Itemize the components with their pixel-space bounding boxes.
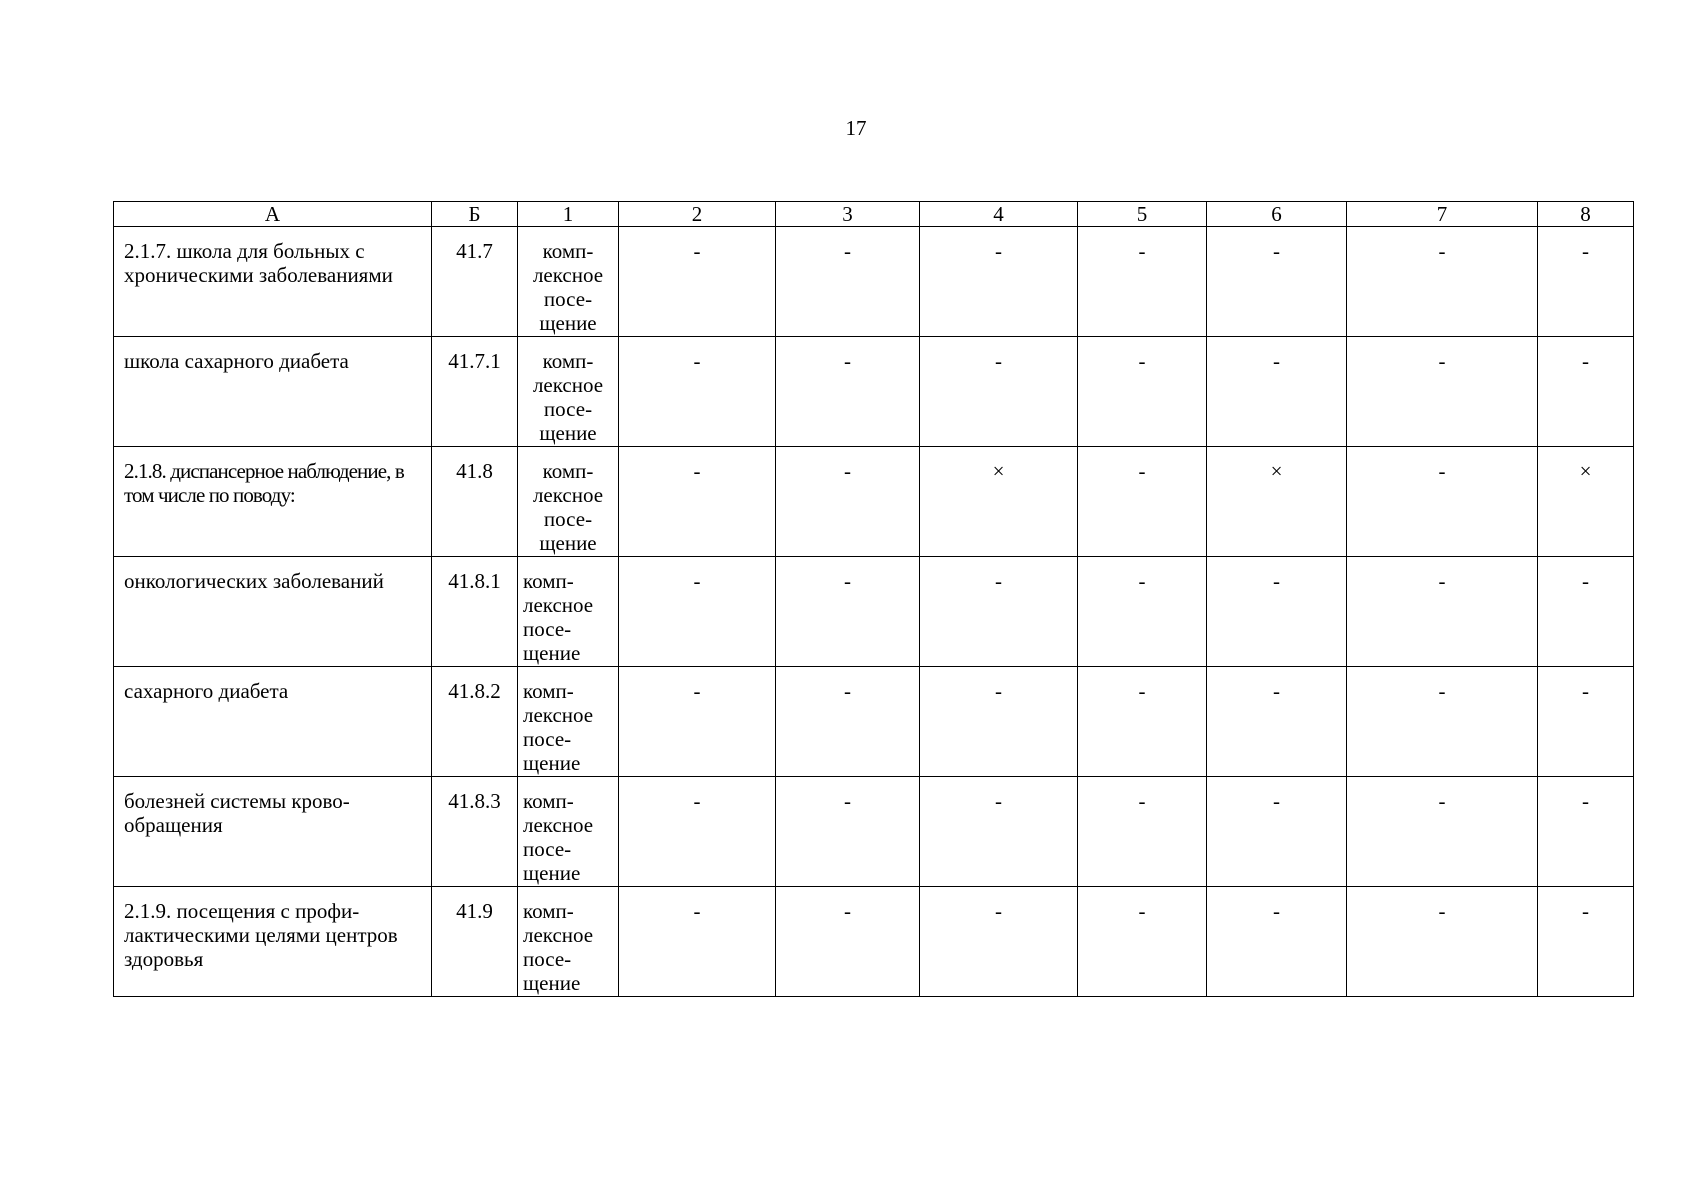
table-row xyxy=(114,227,1634,337)
row-unit: комп- лексное посе- щение xyxy=(518,447,619,557)
row-value-col-6: - xyxy=(1207,777,1347,887)
column-header-4: 3 xyxy=(776,202,920,227)
row-value-col-5: - xyxy=(1078,887,1207,997)
row-code: 41.7 xyxy=(432,227,518,337)
row-value-col-6: - xyxy=(1207,227,1347,337)
row-value-col-6: - xyxy=(1207,667,1347,777)
row-value-col-2: - xyxy=(619,777,776,887)
row-value-col-3: - xyxy=(776,337,920,447)
row-value-col-5: - xyxy=(1078,557,1207,667)
column-header-2: 1 xyxy=(518,202,619,227)
row-value-col-7: - xyxy=(1347,227,1538,337)
table-row xyxy=(114,557,1634,667)
row-value-col-4: - xyxy=(920,227,1078,337)
column-header-1: Б xyxy=(432,202,518,227)
row-unit: комп- лексное посе- щение xyxy=(518,337,619,447)
row-value-col-8: × xyxy=(1538,447,1634,557)
row-value-col-8: - xyxy=(1538,887,1634,997)
row-value-col-2: - xyxy=(619,887,776,997)
row-value-col-4: - xyxy=(920,667,1078,777)
row-code: 41.8.2 xyxy=(432,667,518,777)
row-name: школа сахарного диабета xyxy=(114,337,432,447)
table-row xyxy=(114,667,1634,777)
row-unit: комп- лексное посе- щение xyxy=(518,887,619,997)
row-value-col-7: - xyxy=(1347,557,1538,667)
row-value-col-7: - xyxy=(1347,887,1538,997)
row-name: 2.1.9. посещения с профи-лактическими целями центров здоровья xyxy=(114,887,432,997)
column-header-7: 6 xyxy=(1207,202,1347,227)
row-name: сахарного диабета xyxy=(114,667,432,777)
table-row xyxy=(114,447,1634,557)
row-value-col-7: - xyxy=(1347,667,1538,777)
row-value-col-8: - xyxy=(1538,667,1634,777)
row-value-col-3: - xyxy=(776,227,920,337)
data-table xyxy=(113,201,1634,997)
row-unit: комп- лексное посе- щение xyxy=(518,227,619,337)
row-value-col-6: - xyxy=(1207,887,1347,997)
column-header-6: 5 xyxy=(1078,202,1207,227)
row-value-col-3: - xyxy=(776,557,920,667)
row-value-col-2: - xyxy=(619,227,776,337)
row-value-col-5: - xyxy=(1078,227,1207,337)
column-header-3: 2 xyxy=(619,202,776,227)
row-value-col-8: - xyxy=(1538,337,1634,447)
row-value-col-4: - xyxy=(920,887,1078,997)
row-code: 41.8.3 xyxy=(432,777,518,887)
table-row xyxy=(114,337,1634,447)
row-value-col-4: - xyxy=(920,557,1078,667)
row-value-col-3: - xyxy=(776,447,920,557)
column-header-0: А xyxy=(114,202,432,227)
row-value-col-2: - xyxy=(619,447,776,557)
column-header-9: 8 xyxy=(1538,202,1634,227)
row-value-col-7: - xyxy=(1347,447,1538,557)
row-unit: комп- лексное посе- щение xyxy=(518,667,619,777)
row-name: 2.1.8. диспансерное наблюдение, в том числе по поводу: xyxy=(114,447,432,557)
row-value-col-8: - xyxy=(1538,557,1634,667)
row-unit: комп- лексное посе- щение xyxy=(518,777,619,887)
table-row xyxy=(114,777,1634,887)
row-code: 41.8 xyxy=(432,447,518,557)
row-value-col-2: - xyxy=(619,337,776,447)
row-value-col-5: - xyxy=(1078,667,1207,777)
row-value-col-3: - xyxy=(776,667,920,777)
row-name: болезней системы крово-обращения xyxy=(114,777,432,887)
header-row xyxy=(114,202,1634,227)
row-value-col-6: - xyxy=(1207,557,1347,667)
row-value-col-6: × xyxy=(1207,447,1347,557)
row-value-col-7: - xyxy=(1347,337,1538,447)
row-code: 41.8.1 xyxy=(432,557,518,667)
row-value-col-2: - xyxy=(619,557,776,667)
row-value-col-6: - xyxy=(1207,337,1347,447)
table-row xyxy=(114,887,1634,997)
row-value-col-5: - xyxy=(1078,777,1207,887)
row-value-col-8: - xyxy=(1538,227,1634,337)
row-value-col-5: - xyxy=(1078,337,1207,447)
row-unit: комп- лексное посе- щение xyxy=(518,557,619,667)
row-value-col-4: - xyxy=(920,337,1078,447)
row-value-col-8: - xyxy=(1538,777,1634,887)
row-value-col-4: × xyxy=(920,447,1078,557)
page-number: 17 xyxy=(845,116,867,140)
row-value-col-3: - xyxy=(776,777,920,887)
row-value-col-4: - xyxy=(920,777,1078,887)
row-value-col-7: - xyxy=(1347,777,1538,887)
row-value-col-2: - xyxy=(619,667,776,777)
column-header-5: 4 xyxy=(920,202,1078,227)
row-value-col-5: - xyxy=(1078,447,1207,557)
row-code: 41.7.1 xyxy=(432,337,518,447)
column-header-8: 7 xyxy=(1347,202,1538,227)
row-value-col-3: - xyxy=(776,887,920,997)
row-code: 41.9 xyxy=(432,887,518,997)
row-name: онкологических заболеваний xyxy=(114,557,432,667)
row-name: 2.1.7. школа для больных с хроническими заболеваниями xyxy=(114,227,432,337)
